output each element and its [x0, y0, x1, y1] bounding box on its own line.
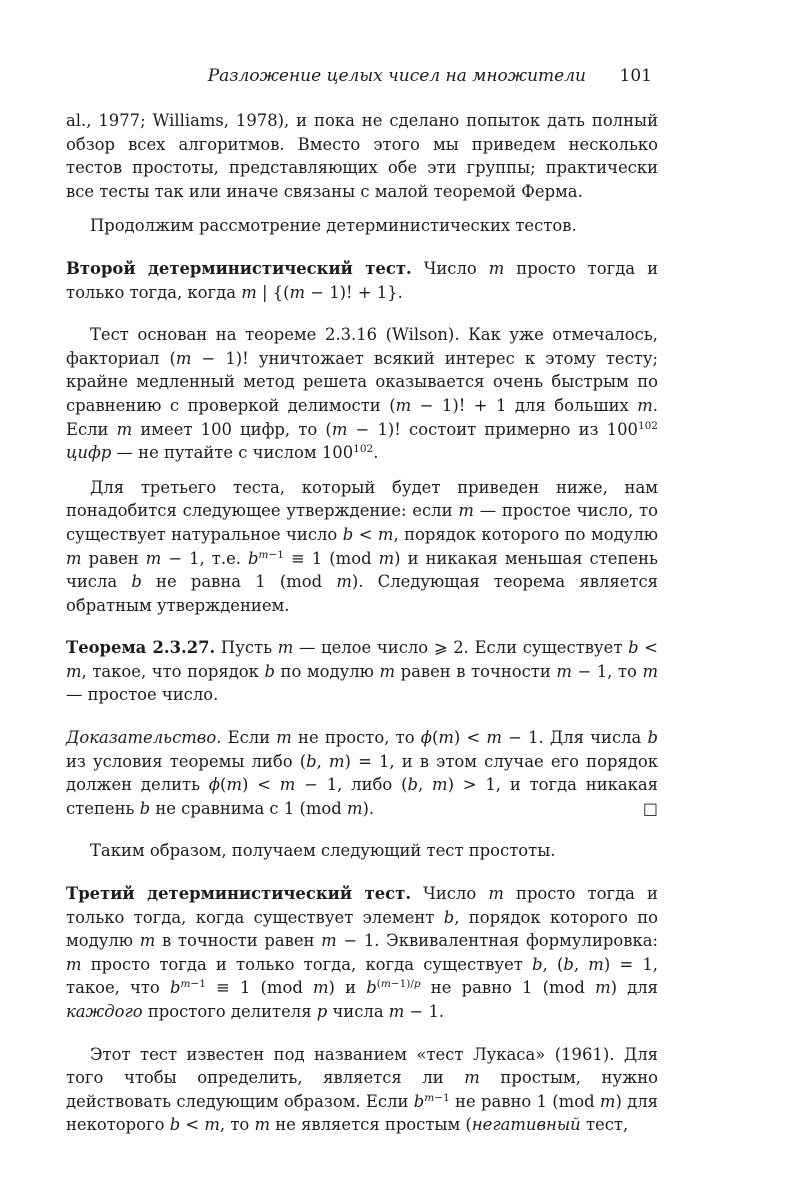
test-2-statement: Второй детерминистический тест. Число m просто тогда и только тогда, когда m | {(m − 1)! + 1}.	[66, 258, 658, 302]
test-3-statement: Третий детерминистический тест. Число m просто тогда и только тогда, когда существует элемент b, порядок которого по модулю m в точности равен m − 1. Эквивалентная формулировка: m просто тогда и только тогда, когда существует b, (b, m) = 1, такое, что $b^{m-1} \equiv 1$ (mod m) и $b^{(m-1)/p}$ не равно 1 (mod m) для каждого простого делителя p числа m − 1.	[66, 884, 659, 1021]
theorem-2-3-27: Теорема 2.3.27. Пусть m — целое число ⩾ 2. Если существует b < m, такое, что порядок b по модулю m равен в точности m − 1, то m — простое число.	[66, 638, 659, 705]
paragraph-continue: Продолжим рассмотрение детерминистических тестов.	[90, 216, 577, 236]
body-text	[66, 109, 658, 1137]
paragraph-intro: al., 1977; Williams, 1978), и пока не сделано попыток дать полный обзор всех алгоритмов. Вместо этого мы приведем несколько тестов простоты, представляющих обе эти группы; практически все тесты так или иначе связаны с малой теоремой Ферма.	[66, 111, 658, 201]
paragraph-order: Для третьего теста, который будет приведен ниже, нам понадобится следующее утверждение: если m — простое число, то существует натуральное число b < m, порядок которого по модулю m равен m − 1, т.е. $b^{m-1} \equiv 1$ (mod m) и никакая меньшая степень числа b не равна 1 (mod m). Следующая теорема является обратным утверждением.	[66, 477, 659, 615]
qed-symbol: □	[642, 798, 658, 818]
paragraph-transition: Таким образом, получаем следующий тест простоты.	[90, 841, 556, 861]
test-3-heading: Третий детерминистический тест.	[66, 884, 412, 904]
running-title: Разложение целых чисел на множители	[207, 66, 586, 86]
test-2-heading: Второй детерминистический тест.	[66, 258, 412, 278]
proof-heading: Доказательство.	[66, 728, 222, 748]
page-number: 101	[619, 66, 652, 86]
paragraph-lucas: Этот тест известен под названием «тест Лукаса» (1961). Для того чтобы определить, является ли m простым, нужно действовать следующим образом. Если $b^{m-1}$ не равно 1 (mod m) для некоторого b < m, то m не является простым (негативный тест,	[66, 1044, 658, 1135]
running-header	[66, 66, 658, 88]
paragraph-wilson: Тест основан на теореме 2.3.16 (Wilson). Как уже отмечалось, факториал (m − 1)! уничтожает всякий интерес к этому тесту; крайне медленный метод решета оказывается очень быстрым по сравнению с проверкой делимости (m − 1)! + 1 для больших m. Если m имеет 100 цифр, то (m − 1)! состоит примерно из $100^{102}$ цифр — не путайте с числом $100^{102}$.	[66, 325, 658, 463]
theorem-heading: Теорема 2.3.27.	[66, 638, 216, 658]
proof: Доказательство. Если m не просто, то ϕ(m) < m − 1. Для числа b из условия теоремы либо (b, m) = 1, и в этом случае его порядок должен делить ϕ(m) < m − 1, либо (b, m) > 1, и тогда никакая степень b не сравнима с 1 (mod m). □	[66, 726, 658, 820]
